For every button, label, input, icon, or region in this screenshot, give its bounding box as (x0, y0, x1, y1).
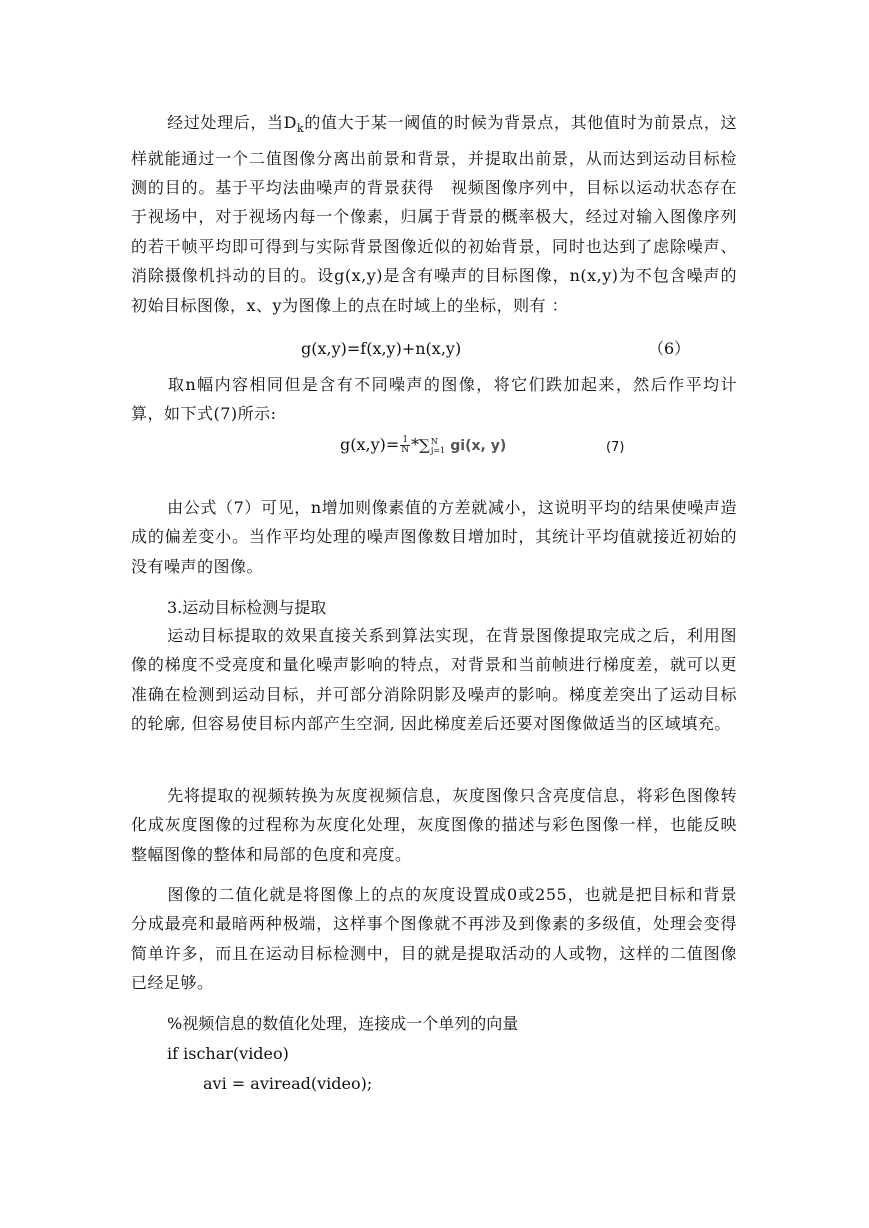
paragraph-variance: 由公式（7）可见，n增加则像素值的方差就减小，这说明平均的结果使噪声造成的偏差变小。当作平均处理的噪声图像数目增加时，其统计平均值就接近初始的没有噪声的图像。 (131, 498, 737, 576)
paragraph-grayscale: 先将提取的视频转换为灰度视频信息，灰度图像只含亮度信息，将彩色图像转化成灰度图像的过程称为灰度化处理，灰度图像的描述与彩色图像一样，也能反映整幅图像的整体和局部的色度和亮度。 (131, 786, 737, 864)
equation-6: g(x,y)=f(x,y)+n(x,y) (301, 339, 462, 358)
summation-limits: N j=1 (430, 436, 446, 455)
paragraph-target-extraction: 运动目标提取的效果直接关系到算法实现，在背景图像提取完成之后，利用图像的梯度不受亮度和量化噪声影响的特点，对背景和当前帧进行梯度差，就可以更准确在检测到运动目标，并可部分消除阴影及噪声的影响。梯度差突出了运动目标的轮廓, 但容易使目标内部产生空洞, 因此梯度差后还要对图像做适当的区域填充。 (131, 626, 737, 734)
code-comment: %视频信息的数值化处理，连接成一个单列的向量 (167, 1014, 519, 1033)
equation-6-number: （6） (648, 339, 691, 358)
equation-7: g(x,y)= $\frac{1}{N}$ *∑ N j=1 gi(x, y) (340, 435, 507, 455)
equation-7-number: (7) (606, 440, 625, 455)
paragraph-binarization: 图像的二值化就是将图像上的点的灰度设置成0或255，也就是把目标和背景分成最亮和最暗两种极端，这样事个图像就不再涉及到像素的多级值，处理会变得简单许多，而且在运动目标检测中，目的就是提取活动的人或物，这样的二值图像已经足够。 (131, 885, 737, 993)
summation-symbol: ∑ (419, 436, 430, 454)
section-heading: 3.运动目标检测与提取 (167, 598, 327, 617)
equation-7-term: gi(x, y) (450, 438, 507, 454)
paragraph-background-extraction: 经过处理后，当$D_k$的值大于某一阈值的时候为背景点，其他值时为前景点，这样就能通过一个二值图像分离出前景和背景，并提取出前景，从而达到运动目标检测的目的。基于平均法曲噪声的背景获得 视频图像序列中，目标以运动状态存在于视场中，对于视场内每一个像素，归属于背景的概率极大，经过对输入图像序列的若干帧平均即可得到与实际背景图像近似的初始背景，同时也达到了虑除噪声、消除摄像机抖动的目的。设g(x,y)是含有噪声的目标图像，n(x,y)为不包含噪声的初始目标图像，x、y为图像上的点在时域上的坐标，则有 ： (131, 113, 737, 315)
fraction: $\frac{1}{N}$ (401, 435, 410, 455)
paragraph-averaging: 取n幅内容相同但是含有不同噪声的图像，将它们跌加起来，然后作平均计算，如下式(7)所示: (131, 375, 737, 424)
code-line-aviread: avi = aviread(video); (203, 1074, 373, 1093)
code-line-if: if ischar(video) (167, 1044, 289, 1063)
